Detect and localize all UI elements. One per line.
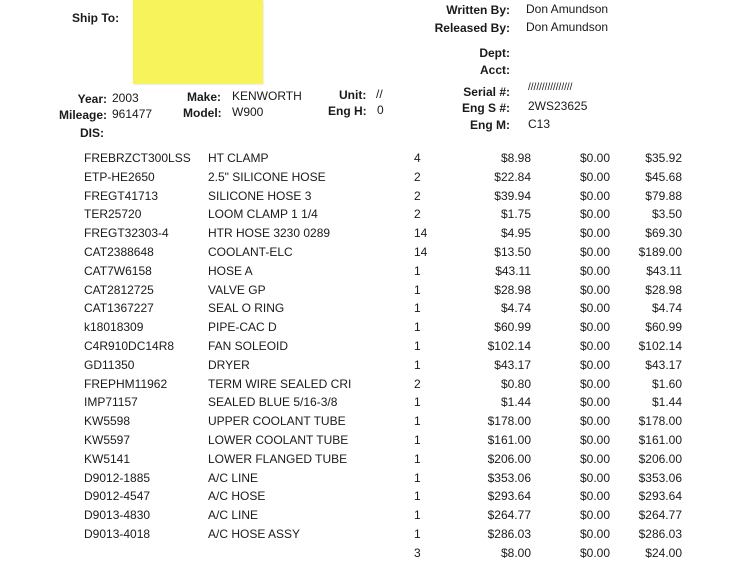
written-by-value: Don Amundson — [526, 2, 609, 16]
part-number: TER25720 — [84, 207, 142, 222]
line-total: $178.00 — [638, 414, 682, 429]
table-row — [0, 151, 740, 169]
part-number: GD11350 — [84, 357, 135, 372]
item-quantity: 1 — [414, 527, 421, 541]
unit-price: $178.00 — [487, 414, 531, 429]
line-total: $3.50 — [651, 207, 682, 222]
part-number: IMP71157 — [84, 395, 138, 410]
table-row — [0, 207, 740, 225]
unit-price: $293.64 — [487, 489, 531, 504]
line-total: $69.30 — [645, 226, 682, 241]
discount: $0.00 — [579, 151, 610, 165]
table-row — [0, 358, 740, 376]
item-quantity: 1 — [414, 433, 421, 447]
eng-h-label: Eng H: — [328, 104, 367, 118]
line-total: $102.14 — [638, 339, 682, 353]
discount: $0.00 — [579, 545, 610, 560]
line-total: $45.68 — [645, 169, 682, 184]
unit-price: $353.06 — [487, 470, 531, 485]
part-number: KW5597 — [84, 433, 131, 447]
part-number: CAT1367227 — [84, 301, 154, 316]
table-row — [0, 170, 740, 188]
discount: $0.00 — [579, 357, 610, 372]
line-total: $206.00 — [638, 451, 682, 466]
item-description: DRYER — [208, 357, 250, 372]
item-quantity: 1 — [414, 301, 421, 316]
part-number: CAT2388648 — [84, 245, 154, 259]
line-total: $43.17 — [645, 357, 682, 372]
line-total: $60.99 — [645, 320, 682, 335]
serial-value: //////////////// — [528, 82, 573, 93]
item-description: A/C HOSE ASSY — [208, 527, 301, 541]
unit-value: // — [376, 87, 383, 101]
table-row — [0, 264, 740, 282]
part-number: FREPHM11962 — [84, 376, 168, 391]
mileage-value: 961477 — [112, 107, 153, 121]
item-quantity: 1 — [414, 339, 421, 353]
table-row — [0, 189, 740, 207]
line-total: $353.06 — [638, 470, 682, 485]
discount: $0.00 — [579, 508, 610, 523]
item-description: A/C HOSE — [208, 489, 266, 504]
discount: $0.00 — [579, 376, 610, 391]
year-value: 2003 — [112, 91, 139, 105]
discount: $0.00 — [579, 207, 610, 222]
item-description: LOWER FLANGED TUBE — [208, 451, 348, 466]
item-quantity: 3 — [414, 545, 421, 560]
discount: $0.00 — [579, 263, 610, 278]
part-number: FREGT32303-4 — [84, 226, 169, 241]
released-by-value: Don Amundson — [526, 20, 609, 34]
part-number: D9013-4830 — [84, 508, 151, 523]
ship-to-label: Ship To: — [72, 11, 120, 25]
year-label: Year: — [77, 92, 107, 106]
part-number: D9012-1885 — [84, 470, 151, 485]
item-quantity: 1 — [414, 395, 421, 410]
part-number: KW5598 — [84, 414, 131, 429]
unit-price: $8.98 — [500, 151, 531, 165]
unit-price: $1.44 — [500, 395, 531, 410]
item-quantity: 1 — [414, 320, 421, 335]
part-number: C4R910DC14R8 — [84, 339, 175, 353]
eng-h-value: 0 — [377, 103, 384, 117]
table-row — [0, 489, 740, 507]
eng-s-label: Eng S #: — [461, 101, 510, 115]
line-total: $28.98 — [645, 282, 682, 297]
part-number: ETP-HE2650 — [84, 169, 155, 184]
item-description: COOLANT-ELC — [208, 245, 293, 259]
item-description: 2.5" SILICONE HOSE — [208, 169, 326, 184]
discount: $0.00 — [579, 169, 610, 184]
discount: $0.00 — [579, 414, 610, 429]
unit-price: $43.11 — [495, 263, 531, 278]
discount: $0.00 — [579, 489, 610, 504]
unit-price: $286.03 — [487, 527, 531, 541]
discount: $0.00 — [579, 282, 610, 297]
item-quantity: 2 — [414, 376, 421, 391]
part-number: k18018309 — [84, 320, 144, 335]
eng-m-value: C13 — [528, 117, 551, 131]
table-row — [0, 226, 740, 244]
line-total: $4.74 — [651, 301, 682, 316]
line-total: $264.77 — [638, 508, 682, 523]
discount: $0.00 — [579, 301, 610, 316]
discount: $0.00 — [579, 339, 610, 353]
model-label: Model: — [183, 106, 222, 120]
unit-price: $13.50 — [494, 245, 531, 259]
acct-label: Acct: — [479, 63, 510, 77]
item-description: HT CLAMP — [208, 151, 269, 165]
item-description: HOSE A — [208, 263, 253, 278]
line-total: $286.03 — [638, 527, 682, 541]
item-quantity: 2 — [414, 188, 421, 203]
table-row — [0, 320, 740, 338]
table-row — [0, 433, 740, 451]
item-quantity: 4 — [414, 151, 421, 165]
unit-price: $264.77 — [487, 508, 531, 523]
item-quantity: 2 — [414, 169, 421, 184]
unit-price: $60.99 — [494, 320, 531, 335]
unit-price: $4.95 — [500, 226, 531, 241]
item-quantity: 14 — [414, 245, 428, 259]
item-description: VALVE GP — [208, 282, 266, 297]
line-total: $43.11 — [646, 263, 682, 278]
eng-m-label: Eng M: — [470, 118, 510, 132]
item-description: SILICONE HOSE 3 — [208, 188, 312, 203]
table-row — [0, 377, 740, 395]
item-description: PIPE-CAC D — [208, 320, 277, 335]
table-row — [0, 527, 740, 545]
item-quantity: 1 — [414, 451, 421, 466]
line-total: $161.00 — [638, 433, 682, 447]
table-row — [0, 414, 740, 432]
item-description: LOOM CLAMP 1 1/4 — [208, 207, 318, 222]
item-quantity: 1 — [414, 414, 421, 429]
table-row — [0, 471, 740, 489]
table-row — [0, 508, 740, 526]
item-quantity: 1 — [414, 282, 421, 297]
written-by-label: Written By: — [446, 3, 510, 17]
unit-price: $43.17 — [494, 357, 531, 372]
unit-price: $0.80 — [500, 376, 531, 391]
part-number: CAT2812725 — [84, 282, 154, 297]
table-row — [0, 452, 740, 470]
part-number: FREGT41713 — [84, 188, 159, 203]
line-total: $1.44 — [651, 395, 682, 410]
item-quantity: 1 — [414, 508, 421, 523]
item-description: A/C LINE — [208, 508, 259, 523]
discount: $0.00 — [579, 226, 610, 241]
discount: $0.00 — [579, 451, 610, 466]
unit-price: $8.00 — [500, 545, 531, 560]
unit-price: $161.00 — [487, 433, 531, 447]
table-row — [0, 301, 740, 319]
item-description: TERM WIRE SEALED CRI — [208, 376, 352, 391]
table-row — [0, 283, 740, 301]
dis-label: DIS: — [80, 126, 104, 140]
item-quantity: 2 — [414, 207, 421, 222]
line-total: $1.60 — [651, 376, 682, 391]
item-quantity: 1 — [414, 489, 421, 504]
line-total: $293.64 — [638, 489, 682, 504]
item-quantity: 1 — [414, 357, 421, 372]
unit-price: $28.98 — [494, 282, 531, 297]
discount: $0.00 — [579, 433, 610, 447]
eng-s-value: 2WS23625 — [528, 99, 588, 113]
item-description: HTR HOSE 3230 0289 — [208, 226, 331, 241]
table-row — [0, 339, 740, 357]
part-number: KW5141 — [84, 451, 131, 466]
item-description: SEAL O RING — [208, 301, 285, 316]
item-description: A/C LINE — [208, 470, 259, 485]
discount: $0.00 — [579, 245, 610, 259]
table-row — [0, 395, 740, 413]
unit-price: $206.00 — [487, 451, 531, 466]
item-description: FAN SOLEOID — [208, 339, 289, 353]
mileage-label: Mileage: — [58, 108, 107, 122]
unit-price: $1.75 — [500, 207, 531, 222]
discount: $0.00 — [579, 320, 610, 335]
part-number: CAT7W6158 — [84, 263, 152, 278]
unit-price: $22.84 — [494, 169, 531, 184]
released-by-label: Released By: — [434, 21, 510, 35]
discount: $0.00 — [579, 395, 610, 410]
discount: $0.00 — [579, 188, 610, 203]
unit-price: $102.14 — [487, 339, 531, 353]
sticky-note — [133, 0, 263, 84]
item-quantity: 14 — [414, 226, 428, 241]
model-value: W900 — [232, 105, 264, 119]
item-description: LOWER COOLANT TUBE — [208, 433, 349, 447]
discount: $0.00 — [579, 527, 610, 541]
line-total: $35.92 — [645, 151, 682, 165]
part-number: D9013-4018 — [84, 527, 151, 541]
unit-price: $39.94 — [494, 188, 531, 203]
item-quantity: 1 — [414, 263, 421, 278]
table-row — [0, 245, 740, 263]
discount: $0.00 — [579, 470, 610, 485]
item-description: SEALED BLUE 5/16-3/8 — [208, 395, 338, 410]
make-label: Make: — [187, 90, 222, 104]
dept-label: Dept: — [479, 46, 510, 60]
part-number: D9012-4547 — [84, 489, 151, 504]
part-number: FREBRZCT300LSS — [84, 151, 191, 165]
item-description: UPPER COOLANT TUBE — [208, 414, 346, 429]
item-quantity: 1 — [414, 470, 421, 485]
serial-label: Serial #: — [463, 85, 510, 99]
line-total: $189.00 — [638, 245, 682, 259]
line-total: $24.00 — [645, 545, 682, 560]
line-total: $79.88 — [645, 188, 682, 203]
make-value: KENWORTH — [232, 89, 302, 103]
unit-label: Unit: — [339, 88, 367, 102]
unit-price: $4.74 — [500, 301, 531, 316]
